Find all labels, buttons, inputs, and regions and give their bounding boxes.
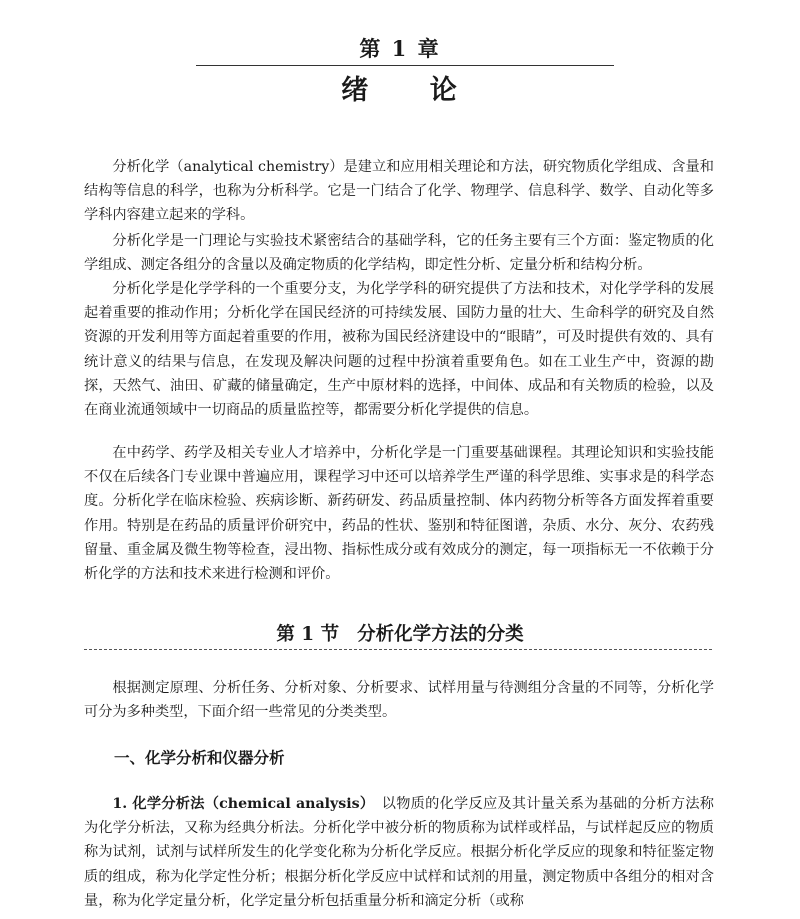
section-heading [0, 620, 800, 646]
chapter-title: 绪 论 [341, 75, 459, 106]
section-number: 第 1 节 [276, 624, 340, 645]
item-1-text: 以物质的化学反应及其计量关系为基础的分析方法称为化学分析法，又称为经典分析法。分析化学中被分析的物质称为试样或样品，与试样起反应的物质称为试剂，试剂与试样所发生的化学变化称为分析化学反应。根据分析化学反应的现象和特征鉴定物质的组成，称为化学定性分析；根据分析化学反应中试样和试剂的用量，测定物质中各组分的相对含量，称为化学定量分析，化学定量分析包括重量分析和滴定分析（或称 [84, 796, 714, 909]
intro-paragraph-2: 分析化学是一门理论与实验技术紧密结合的基础学科，它的任务主要有三个方面：鉴定物质的化学组成、测定各组分的含量以及确定物质的化学结构，即定性分析、定量分析和结构分析。 [84, 233, 714, 274]
section-divider [84, 649, 712, 650]
section-intro: 根据测定原理、分析任务、分析对象、分析要求、试样用量与待测组分含量的不同等，分析化学可分为多种类型，下面介绍一些常见的分类类型。 [84, 680, 714, 721]
intro-paragraph-3: 分析化学是化学学科的一个重要分支，为化学学科的研究提供了方法和技术，对化学学科的发展起着重要的推动作用；分析化学在国民经济的可持续发展、国防力量的壮大、生命科学的研究及自然资源的开发利用等方面起着重要的作用，被称为国民经济建设中的“眼睛”，可及时提供有效的、具有统计意义的结果与信息，在发现及解决问题的过程中扮演着重要角色。如在工业生产中，资源的勘探，天然气、油田、矿藏的储量确定，生产中原材料的选择，中间体、成品和有关物质的检验，以及在商业流通领域中一切商品的质量监控等，都需要分析化学提供的信息。 [84, 281, 714, 419]
subheading: 一、化学分析和仪器分析 [114, 748, 285, 767]
chapter-rule [196, 65, 614, 66]
intro-paragraph-1: 分析化学（analytical chemistry）是建立和应用相关理论和方法，研究物质化学组成、含量和结构等信息的科学，也称为分析科学。它是一门结合了化学、物理学、信息科学、数学、自动化等多学科内容建立起来的学科。 [84, 159, 714, 224]
chapter-number: 第 1 章 [359, 36, 441, 61]
item-1-paragraph [84, 792, 714, 913]
section-title: 分析化学方法的分类 [357, 624, 524, 645]
intro-paragraph-4: 在中药学、药学及相关专业人才培养中，分析化学是一门重要基础课程。其理论知识和实验技能不仅在后续各门专业课中普遍应用，课程学习中还可以培养学生严谨的科学思维、实事求是的科学态度。分析化学在临床检验、疾病诊断、新药研发、药品质量控制、体内药物分析等各方面发挥着重要作用。特别是在药品的质量评价研究中，药品的性状、鉴别和特征图谱，杂质、水分、灰分、农药残留量、重金属及微生物等检查，浸出物、指标性成分或有效成分的测定，每一项指标无一不依赖于分析化学的方法和技术来进行检测和评价。 [84, 445, 714, 583]
item-1-term: 1. 化学分析法（chemical analysis） [112, 796, 368, 812]
